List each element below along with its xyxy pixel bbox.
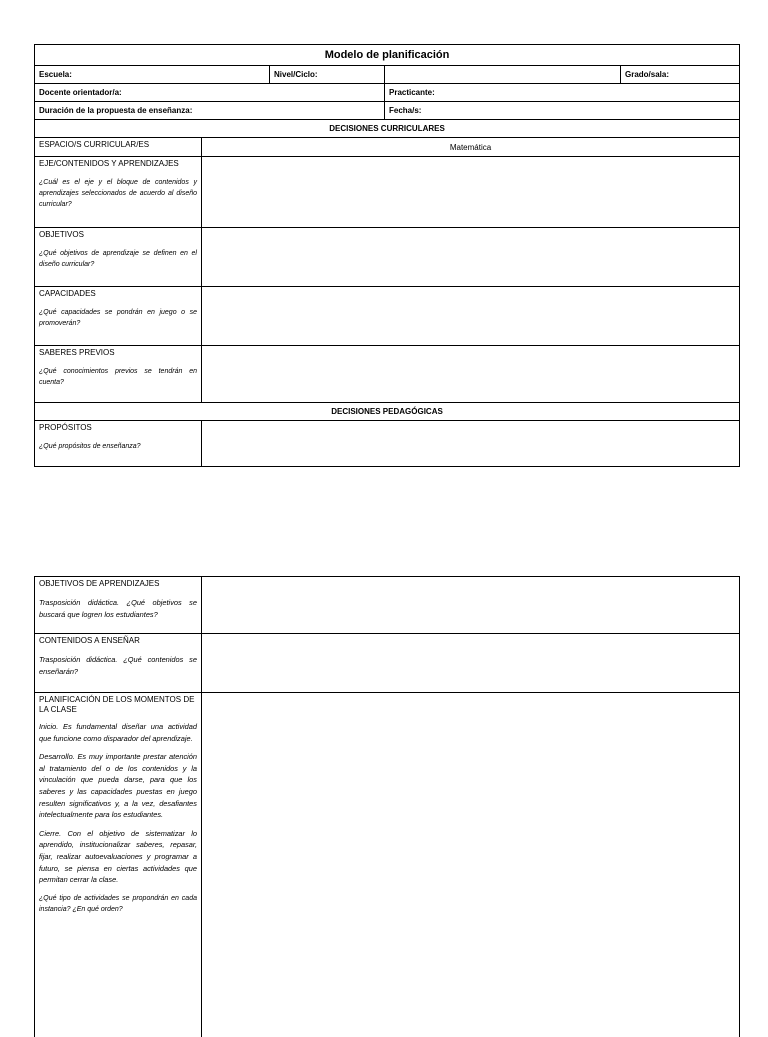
docente-field[interactable]: Docente orientador/a: bbox=[35, 84, 385, 102]
objetivos-label: OBJETIVOS ¿Qué objetivos de aprendizaje se definen en el diseño curricular? bbox=[35, 228, 202, 287]
eje-input[interactable] bbox=[202, 157, 740, 228]
section-decisiones-pedagogicas: DECISIONES PEDAGÓGICAS bbox=[35, 403, 740, 421]
objetivos-aprendizajes-input[interactable] bbox=[202, 577, 740, 634]
espacio-label: ESPACIO/S CURRICULAR/ES bbox=[35, 138, 202, 157]
objetivos-input[interactable] bbox=[202, 228, 740, 287]
capacidades-label: CAPACIDADES ¿Qué capacidades se pondrán en juego o se promoverán? bbox=[35, 287, 202, 346]
nivel-field-extra[interactable] bbox=[385, 66, 621, 84]
saberes-label: SABERES PREVIOS ¿Qué conocimientos previos se tendrán en cuenta? bbox=[35, 346, 202, 403]
saberes-input[interactable] bbox=[202, 346, 740, 403]
planning-table-bottom bbox=[34, 576, 739, 1037]
momentos-input[interactable] bbox=[202, 693, 740, 1037]
page-title: Modelo de planificación bbox=[35, 45, 740, 66]
propositos-input[interactable] bbox=[202, 421, 740, 467]
objetivos-aprendizajes-label: OBJETIVOS DE APRENDIZAJES Trasposición didáctica. ¿Qué objetivos se buscará que logren los estudiantes? bbox=[35, 577, 202, 634]
propositos-label: PROPÓSITOS ¿Qué propósitos de enseñanza? bbox=[35, 421, 202, 467]
eje-label: EJE/CONTENIDOS Y APRENDIZAJES ¿Cuál es el eje y el bloque de contenidos y aprendizajes seleccionados de acuerdo al diseño curricular? bbox=[35, 157, 202, 228]
momentos-label: PLANIFICACIÓN DE LOS MOMENTOS DE LA CLASE Inicio. Es fundamental diseñar una actividad que funcione como disparador del aprendizaje. Desarrollo. Es muy importante prestar atención al tratamiento del o de los contenidos y la vinculación que pueda darse, para que los saberes y las capacidades puestas en juego resulten significativos y, a la vez, desafiantes intelectualmente para los estudiantes. Cierre. Con el objetivo de sistematizar lo aprendido, institucionalizar saberes, repasar, fijar, realizar autoevaluaciones y programar a futuro, se piensa en ciertas actividades que permitan cerrar la clase. ¿Qué tipo de actividades se propondrán en cada instancia? ¿En qué orden? bbox=[35, 693, 202, 1037]
section-decisiones-curriculares: DECISIONES CURRICULARES bbox=[35, 120, 740, 138]
escuela-field[interactable]: Escuela: bbox=[35, 66, 270, 84]
duracion-field[interactable]: Duración de la propuesta de enseñanza: bbox=[35, 102, 385, 120]
contenidos-label: CONTENIDOS A ENSEÑAR Trasposición didáctica. ¿Qué contenidos se enseñarán? bbox=[35, 634, 202, 693]
capacidades-input[interactable] bbox=[202, 287, 740, 346]
espacio-value[interactable]: Matemática bbox=[202, 138, 740, 157]
fecha-field[interactable]: Fecha/s: bbox=[385, 102, 740, 120]
contenidos-input[interactable] bbox=[202, 634, 740, 693]
practicante-field[interactable]: Practicante: bbox=[385, 84, 740, 102]
planning-table-top bbox=[34, 44, 739, 467]
grado-field[interactable]: Grado/sala: bbox=[621, 66, 740, 84]
nivel-field[interactable]: Nivel/Ciclo: bbox=[270, 66, 385, 84]
